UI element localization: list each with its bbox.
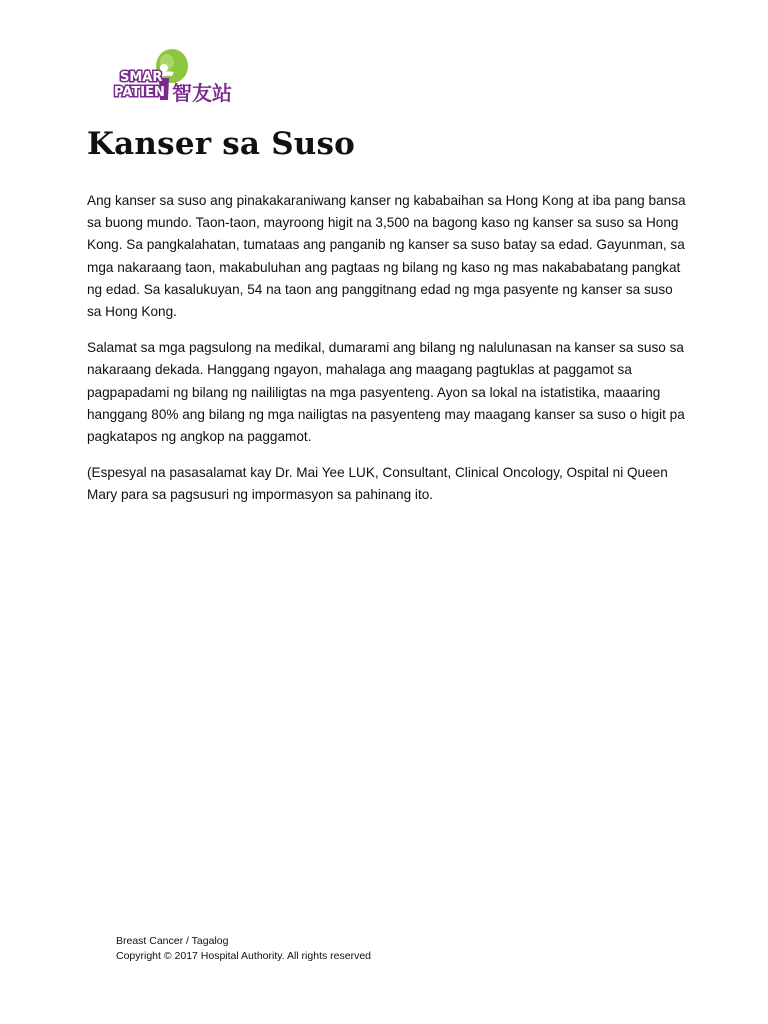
footer-copyright: Copyright © 2017 Hospital Authority. All rights reserved [116, 949, 371, 962]
paragraph-treatment: Salamat sa mga pagsulong na medikal, dumarami ang bilang ng nalulunasan na kanser sa suso sa nakaraang dekada. Hanggang ngayon, mahalaga ang maagang pagtuklas at paggamot sa pagpapadami ng bilang ng naililigtas na mga pasyenteng. Ayon sa lokal na istatistika, maaaring hanggang 80% ang bilang ng mga nailigtas na pasyenteng may maagang kanser sa suso o higit pa pagkatapos ng angkop na paggamot. [87, 340, 685, 445]
logo-text-smar: SMAR [120, 70, 163, 85]
page-footer [116, 934, 371, 963]
smart-patient-logo [112, 48, 242, 106]
paragraph-acknowledgement: (Espesyal na pasasalamat kay Dr. Mai Yee LUK, Consultant, Clinical Oncology, Ospital ni Queen Mary para sa pagsusuri ng impormasyon sa pahinang ito. [87, 465, 668, 503]
footer-document-label: Breast Cancer / Tagalog [116, 935, 229, 947]
smart-patient-logo-icon [112, 48, 242, 106]
logo-text-patien: PATIEN [114, 85, 165, 100]
page-title: Kanser sa Suso [87, 126, 356, 162]
paragraph-intro: Ang kanser sa suso ang pinakakaraniwang kanser ng kababaihan sa Hong Kong at iba pang bansa sa buong mundo. Taon-taon, mayroong higit na 3,500 na bagong kaso ng kanser sa suso sa Hong Kong. Sa pangkalahatan, tumataas ang panganib ng kanser sa suso batay sa edad. Gayunman, sa mga nakaraang taon, makabuluhan ang pagtaas ng bilang ng kaso ng mas nakababatang pangkat ng edad. Sa kasalukuyan, 54 na taon ang panggitnang edad ng mga pasyente ng kanser sa suso sa Hong Kong. [87, 193, 686, 320]
logo-text-chinese: 智友站 [172, 81, 232, 105]
article-body [87, 190, 687, 521]
